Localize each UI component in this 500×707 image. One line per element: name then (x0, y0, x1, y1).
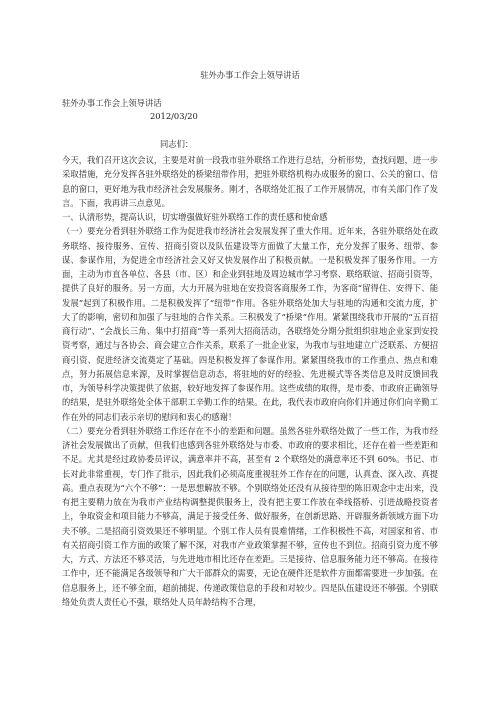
paragraph-problems: （二）要充分看到驻外联络工作还存在不小的差距和问题。虽然各驻外联络处做了一些工作，为我市经济社会发展做出了贡献，但我们也感到各驻外联络处与市委、市政府的要求相比，还存在着一些差距和不足。尤其是经过政协委员评议，满意率并不高，甚至有 2 个联络处的满意率还不到 60%。书记、市长对此非常重视，专门作了批示，因此我们必须高度重视驻外工作存在的问题，认真查、深入改、真提高。重点表现为“六个不够”：一是思想解放不够。个别联络处还没有从接待型的陈旧观念中走出来，没有把主要精力放在为我市产业结构调整提供服务上，没有把主要工作放在牵线搭桥、引进战略投资者上，争取资金和项目能力不够高，满足于接受任务、做好服务，在创新思路、开辟服务新领域方面下功夫不够。二是招商引资效果还不够明显。个别工作人员有畏难情绪，工作积极性不高，对国家和省、市有关招商引资工作方面的政策了解不深，对我市产业政策掌握不够，宣传也不到位。招商引资力度不够大，方式、方法还不够灵活，与先进地市相比还存在差距。三是接待、信息服务能力还不够高。在接待工作中，还不能满足各级领导和广大干部群众的需要，无论在硬件还是软件方面都需要进一步加强。在信息服务上，还不够全面，超前捕捉、传递政策信息的手段和对较少。四是队伍建设还不够强。个别联络处负责人责任心不强，联络处人员年龄结构不合理， (62, 425, 438, 607)
paragraph-intro: 今天，我们召开这次会议，主要是对前一段我市驻外联络工作进行总结，分析形势，查找问题，进一步采取措施，充分发挥各驻外联络处的桥梁纽带作用，把驻外联络机构办成服务的窗口、公关的窗口、信息的窗口，更好地为我市经济社会发展服务。刚才，各联络处汇报了工作开展情况，市有关部门作了发言。下面，我再讲三点意见。 (62, 155, 438, 208)
document-date: 2012/03/20 (150, 111, 198, 121)
document-subtitle: 驻外办事工作会上领导讲话 (62, 98, 162, 108)
greeting: 同志们： (160, 139, 194, 149)
document-title: 驻外办事工作会上领导讲话 (200, 70, 300, 80)
paragraph-achievements: （一）要充分看到驻外联络工作为促进我市经济社会发展发挥了重大作用。近年来，各驻外联络处在政务联络、接待服务、宣传、招商引资以及队伍建设等方面做了大量工作，充分发挥了服务、纽带、参谋、参谋作用，为促进全市经济社会又好又快发展作出了积极贡献。一是积极发挥了服务作用。一方面，主动为市直各单位、各县（市、区）和企业到驻地及周边城市学习考察、联络联谊、招商引资等，提供了良好的服务。另一方面，大力开展为驻地在安投资客商服务工作，为客商“留得住、安得下、能发展”起到了积极作用。二是积极发挥了“纽带”作用。各驻外联络处加大与驻地的沟通和交流力度，扩大了的影响，密切和加强了与驻地的合作关系。三积极发了“桥梁”作用。紧紧围绕我市开展的“五百招商行动”、“会战长三角、集中打招商”等一系列大招商活动，各联络处分期分批组织驻地企业家到安投资考察，通过与各协会、商会建立合作关系，联系了一批企业家，为我市与驻地建立广泛联系、方便招商引资、促进经济交流奠定了基础。四是积极发挥了参谋作用。紧紧围绕我市的工作重点、热点和难点，努力拓展信息来源，及时掌握信息动态，将驻地的好的经验、先进模式等各类信息及时反馈回我市，为领导科学决策提供了依据，较好地发挥了参谋作用。这些成绩的取得，是市委、市政府正确领导的结果，是驻外联络处全体干部职工辛勤工作的结果。在此，我代表市政府向你们并通过你们向辛勤工作在外的同志们表示亲切的慰问和衷心的感谢！ (62, 226, 438, 422)
document-body (62, 153, 438, 609)
section-heading: 一、认清形势，提高认识，切实增强做好驻外联络工作的责任感和使命感 (62, 212, 328, 222)
